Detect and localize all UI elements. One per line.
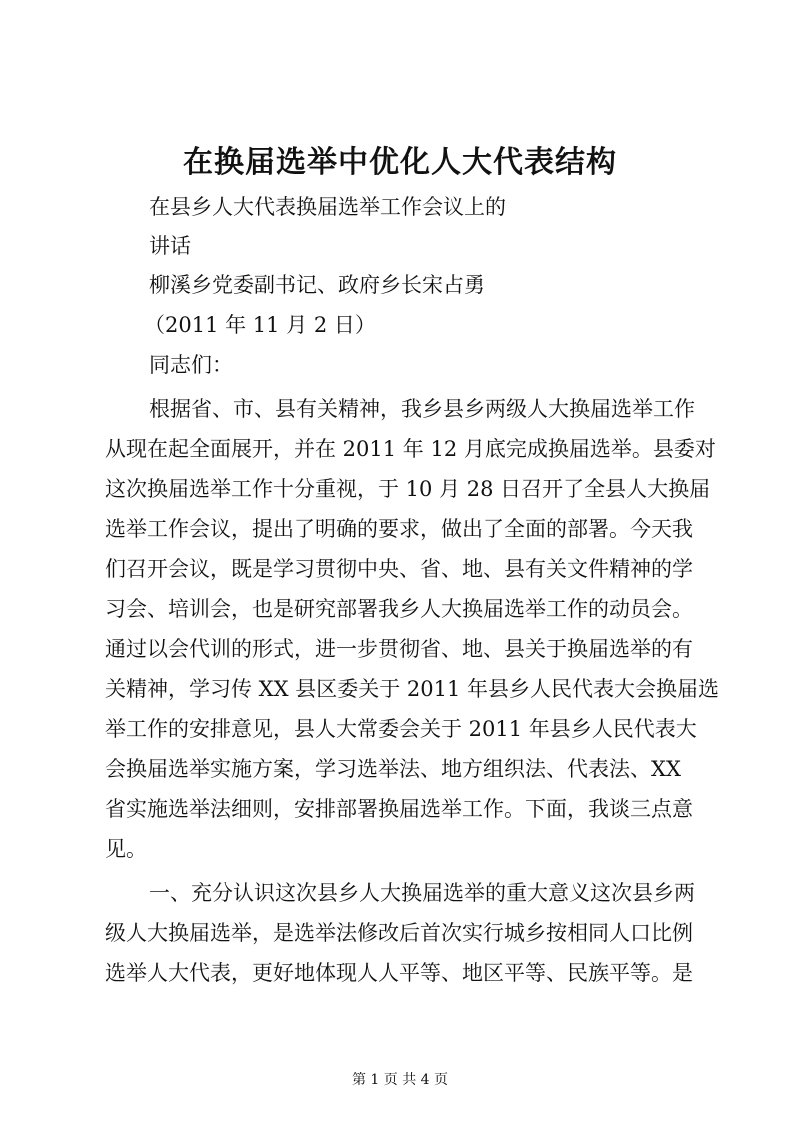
paragraph-line: 举工作的安排意见，县人大常委会关于 2011 年县乡人民代表大 xyxy=(105,717,697,741)
paragraph-line: 选举人大代表，更好地体现人人平等、地区平等、民族平等。是 xyxy=(105,961,693,985)
subtitle-line-2: 讲话 xyxy=(149,234,191,258)
paragraph-line: 通过以会代训的形式，进一步贯彻省、地、县关于换届选举的有 xyxy=(105,637,693,661)
paragraph-line: 根据省、市、县有关精神，我乡县乡两级人大换届选举工作 xyxy=(149,397,695,421)
paragraph-line: 会换届选举实施方案，学习选举法、地方组织法、代表法、XX xyxy=(105,757,681,781)
paragraph-line: 级人大换届选举，是选举法修改后首次实行城乡按相同人口比例 xyxy=(105,921,693,945)
paragraph-line: 习会、培训会，也是研究部署我乡人大换届选举工作的动员会。 xyxy=(105,597,693,621)
subtitle-line-1: 在县乡人大代表换届选举工作会议上的 xyxy=(149,195,506,219)
paragraph-line: 关精神，学习传 XX 县区委关于 2011 年县乡人民代表大会换届选 xyxy=(105,677,720,701)
paragraph-line: 们召开会议，既是学习贯彻中央、省、地、县有关文件精神的学 xyxy=(105,557,693,581)
paragraph-line: 见。 xyxy=(105,837,147,861)
paragraph-line: 从现在起全面展开，并在 2011 年 12 月底完成换届选举。县委对 xyxy=(105,437,716,461)
greeting-line: 同志们： xyxy=(149,353,233,377)
paragraph-line: 省实施选举法细则，安排部署换届选举工作。下面，我谈三点意 xyxy=(105,797,693,821)
paragraph-line: 选举工作会议，提出了明确的要求，做出了全面的部署。今天我 xyxy=(105,517,693,541)
paragraph-line: 一、充分认识这次县乡人大换届选举的重大意义这次县乡两 xyxy=(149,881,695,905)
speaker-line: 柳溪乡党委副书记、政府乡长宋占勇 xyxy=(149,273,485,297)
date-line: （2011 年 11 月 2 日） xyxy=(144,313,376,337)
document-title: 在换届选举中优化人大代表结构 xyxy=(183,145,617,180)
page-footer: 第 1 页 共 4 页 xyxy=(351,1072,449,1088)
paragraph-line: 这次换届选举工作十分重视，于 10 月 28 日召开了全县人大换届 xyxy=(105,477,711,501)
